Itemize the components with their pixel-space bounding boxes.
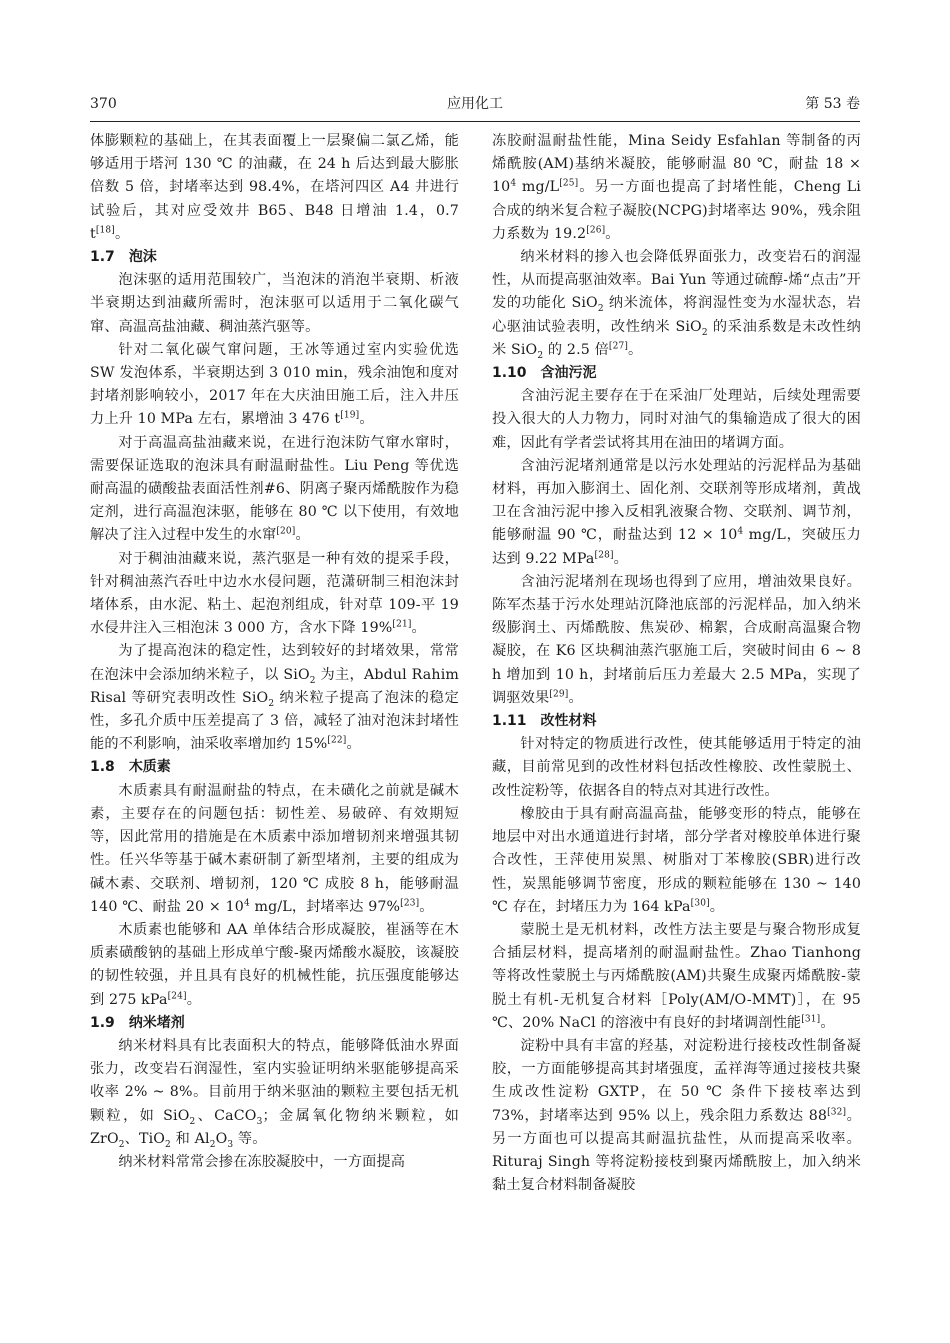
paragraph: 体膨颗粒的基础上，在其表面覆上一层聚偏二氯乙烯，能够适用于塔河 130 ℃ 的油藏，在 24 h 后达到最大膨胀倍数 5 倍，封堵率达到 98.4%，在塔河四区 A4 井进行试验后，其对应受效井 B65、B48 日增油 1.4，0.7 t[18]。 [90,133,459,242]
paragraph: 蒙脱土是无机材料，改性方法主要是与聚合物形成复合插层材料，提高堵剂的耐温耐盐性。Zhao Tianhong 等将改性蒙脱土与丙烯酰胺(AM)共聚生成聚丙烯酰胺-蒙脱土有机-无机复合材料［Poly(AM/O-MMT)］，在 95 ℃、20% NaCl 的溶液中有良好的封堵调剖性能[31]。 [492,921,861,1031]
page-number: 370 [90,96,117,112]
paragraph: 木质素也能够和 AA 单体结合形成凝胶，崔涵等在木质素磺酸钠的基础上形成单宁酸-聚丙烯酸水凝胶，该凝胶的韧性较强，并且具有良好的机械性能，抗压强度能够达到 275 kPa[24]。 [90,921,459,1008]
left-column [90,130,459,1174]
citation: [30] [690,897,710,908]
paragraph: 冻胶耐温耐盐性能，Mina Seidy Esfahlan 等制备的丙烯酰胺(AM)基纳米凝胶，能够耐温 80 ℃，耐盐 $18 \times 10^4$ mg/L[25]。另一方面也提高了封堵性能，Cheng Li 合成的纳米复合粒子凝胶(NCPG)封堵率达 90%，残余阻力系数为 19.2[26]。 [492,133,861,242]
citation: [29] [549,689,569,700]
paragraph: 对于高温高盐油藏来说，在进行泡沫防气窜水窜时，需要保证选取的泡沫具有耐温耐盐性。Liu Peng 等优选耐高温的磺酸盐表面活性剂#6、阴离子聚丙烯酰胺作为稳定剂，进行高温泡沫驱，能够在 80 ℃ 以下使用，有效地解决了注入过程中发生的水窜[20]。 [90,434,459,544]
section-heading-1-9: 1.9 纳米堵剂 [90,1014,185,1031]
paragraph: 橡胶由于具有耐高温高盐，能够变形的特点，能够在地层中对出水通道进行封堵，部分学者对橡胶单体进行聚合改性，王萍使用炭黑、树脂对丁苯橡胶(SBR)进行改性，炭黑能够调节密度，形成的颗粒能够在 130 ~ 140 ℃ 存在，封堵压力为 164 kPa[30]。 [492,805,861,915]
header-rule [90,121,860,122]
page-header [90,92,860,116]
paragraph: 含油污泥堵剂在现场也得到了应用，增油效果良好。陈军杰基于污水处理站沉降池底部的污泥样品，加入纳米级膨润土、丙烯酰胺、焦炭砂、棉絮，合成耐高温聚合物凝胶，在 K6 区块稠油蒸汽驱施工后，突破时间由 6 ~ 8 h 增加到 10 h，封堵前后压力差最大 2.5 MPa，实现了调驱效果[29]。 [492,573,861,706]
citation: [28] [594,549,614,560]
citation: [19] [340,410,360,421]
paragraph: 纳米材料的掺入也会降低界面张力，改变岩石的润湿性，从而提高驱油效率。Bai Yun 等通过硫醇-烯“点击”开发的功能化 SiO$_2$ 纳米流体，将润湿性变为水湿状态，岩心驱油试验表明，改性纳米 SiO$_2$ 的采油系数是未改性纳米 SiO$_2$ 的 2.5 倍[27]。 [492,249,861,361]
citation: [18] [95,225,115,236]
citation: [26] [586,225,606,236]
right-column [492,130,861,1197]
citation: [27] [608,341,628,352]
citation: [32] [827,1106,847,1117]
paragraph: 针对二氧化碳气窜问题，王冰等通过室内实验优选 SW 发泡体系，半衰期达到 3 010 min，残余油饱和度对封堵剂影响较小，2017 年在大庆油田施工后，注入井压力上升 10 MPa 左右，累增油 3 476 t[19]。 [90,341,459,428]
paragraph: 泡沫驱的适用范围较广，当泡沫的消泡半衰期、析液半衰期达到油藏所需时，泡沫驱可以适用于二氧化碳气窜、高温高盐油藏、稠油蒸汽驱等。 [90,272,459,335]
citation: [23] [400,897,420,908]
paragraph: 为了提高泡沫的稳定性，达到较好的封堵效果，常常在泡沫中会添加纳米粒子，以 SiO$_2$ 为主，Abdul Rahim Risal 等研究表明改性 SiO$_2$ 纳米粒子提高了泡沫的稳定性，多孔介质中压差提高了 3 倍，减轻了油对泡沫封堵性能的不利影响，油采收率增加约 15%[22]。 [90,643,459,753]
citation: [20] [276,526,296,537]
paragraph: 对于稠油油藏来说，蒸汽驱是一种有效的提采手段，针对稠油蒸汽吞吐中边水水侵问题，范潇研制三相泡沫封堵体系，由水泥、粘土、起泡剂组成，针对草 109-平 19 水侵井注入三相泡沫 3 000 方，含水下降 19%[21]。 [90,550,459,637]
citation: [21] [392,619,412,630]
section-heading-1-7: 1.7 泡沫 [90,249,157,266]
paragraph: 纳米材料常常会掺在冻胶凝胶中，一方面提高 [118,1153,406,1170]
paragraph: 淀粉中具有丰富的羟基，对淀粉进行接枝改性制备凝胶，一方面能够提高其封堵强度，孟祥海等通过接枝共聚生成改性淀粉 GXTP，在 50 ℃ 条件下接枝率达到 73%，封堵率达到 95% 以上，残余阻力系数达 88[32]。另一方面也可以提高其耐温抗盐性，从而提高采收率。Rituraj Singh 等将淀粉接枝到聚丙烯酰胺上，加入纳米黏土复合材料制备凝胶 [492,1037,861,1194]
journal-title: 应用化工 [447,96,503,112]
paragraph: 含油污泥主要存在于在采油厂处理站，后续处理需要投入很大的人力物力，同时对油气的集输造成了很大的困难，因此有学者尝试将其用在油田的堵调方面。 [492,388,861,451]
paragraph: 木质素具有耐温耐盐的特点，在未磺化之前就是碱木素，主要存在的问题包括：韧性差、易破碎、有效期短等，因此常用的措施是在木质素中添加增韧剂来增强其韧性。任兴华等基于碱木素研制了新型堵剂，主要的组成为碱木素、交联剂、增韧剂，120 ℃ 成胶 8 h，能够耐温 140 ℃、耐盐 $20 \times 10^4$ mg/L，封堵率达 97%[23]。 [90,782,459,915]
citation: [25] [559,178,579,189]
section-heading-1-10: 1.10 含油污泥 [492,365,597,382]
section-heading-1-8: 1.8 木质素 [90,759,171,776]
paragraph: 含油污泥堵剂通常是以污水处理站的污泥样品为基础材料，再加入膨润土、固化剂、交联剂等形成堵剂，黄战卫在含油污泥中掺入反相乳液聚合物、交联剂、调节剂，能够耐温 90 ℃，耐盐达到 $12 \times 10^4$ mg/L，突破压力达到 9.22 MPa[28]。 [492,457,861,567]
paragraph: 针对特定的物质进行改性，使其能够适用于特定的油藏，目前常见到的改性材料包括改性橡胶、改性蒙脱土、改性淀粉等，依据各自的特点对其进行改性。 [492,736,861,799]
section-heading-1-11: 1.11 改性材料 [492,713,597,730]
volume-label: 第 53 卷 [805,96,860,112]
paragraph: 纳米材料具有比表面积大的特点，能够降低油水界面张力，改变岩石润湿性，室内实验证明纳米驱能够提高采收率 2% ~ 8%。目前用于纳米驱油的颗粒主要包括无机颗粒，如 SiO$_2$、CaCO$_3$；金属氧化物纳米颗粒，如 ZrO$_2$、TiO$_2$ 和 $Al_2O_3$ 等。 [90,1037,459,1150]
citation: [24] [167,990,187,1001]
citation: [22] [327,735,347,746]
citation: [31] [801,1013,821,1024]
